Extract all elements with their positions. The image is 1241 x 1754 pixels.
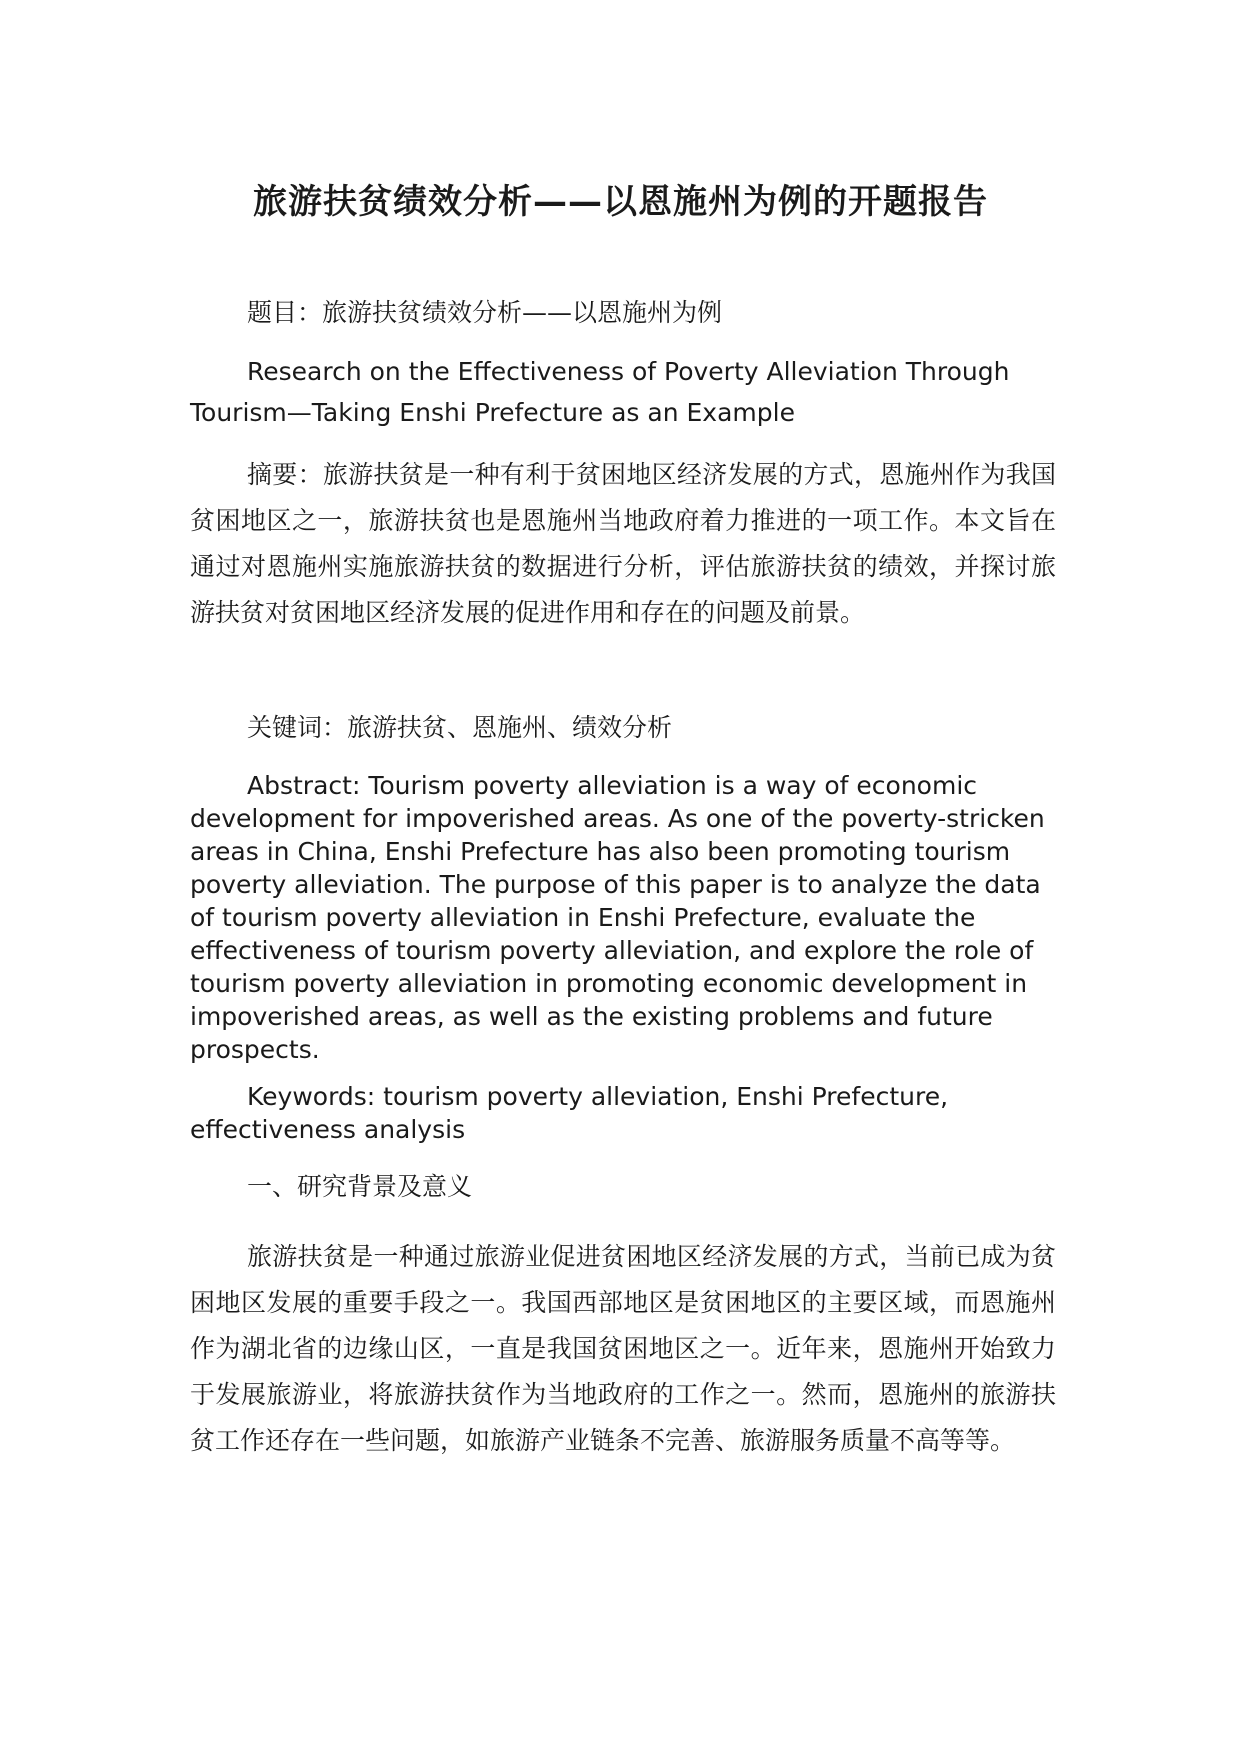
section-heading-background: 一、研究背景及意义: [247, 1172, 473, 1201]
document-title: 旅游扶贫绩效分析——以恩施州为例的开题报告: [253, 182, 988, 222]
abstract-english: Abstract: Tourism poverty alleviation is a way of economic development for impoverished areas. As one of the poverty-stricken areas in China, Enshi Prefecture has also been promoting tourism poverty alleviation. The purpose of this paper is to analyze the data of tourism poverty alleviation in Enshi Prefecture, evaluate the effectiveness of tourism poverty alleviation, and explore the role of tourism poverty alleviation in promoting economic development in impoverished areas, as well as the existing problems and future prospects.: [190, 771, 1045, 1064]
english-title: Research on the Effectiveness of Poverty Alleviation Through Tourism—Taking Enshi Prefecture as an Example: [190, 357, 1010, 427]
topic-line: 题目：旅游扶贫绩效分析——以恩施州为例: [247, 298, 723, 327]
keywords-english: Keywords: tourism poverty alleviation, Enshi Prefecture, effectiveness analysis: [190, 1082, 949, 1144]
keywords-chinese: 关键词：旅游扶贫、恩施州、绩效分析: [247, 713, 673, 742]
abstract-chinese: 摘要：旅游扶贫是一种有利于贫困地区经济发展的方式，恩施州作为我国贫困地区之一，旅游扶贫也是恩施州当地政府着力推进的一项工作。本文旨在通过对恩施州实施旅游扶贫的数据进行分析，评估旅游扶贫的绩效，并探讨旅游扶贫对贫困地区经济发展的促进作用和存在的问题及前景。: [190, 460, 1056, 627]
section-body-background: 旅游扶贫是一种通过旅游业促进贫困地区经济发展的方式，当前已成为贫困地区发展的重要手段之一。我国西部地区是贫困地区的主要区域，而恩施州作为湖北省的边缘山区，一直是我国贫困地区之一。近年来，恩施州开始致力于发展旅游业，将旅游扶贫作为当地政府的工作之一。然而，恩施州的旅游扶贫工作还存在一些问题，如旅游产业链条不完善、旅游服务质量不高等等。: [190, 1242, 1056, 1455]
